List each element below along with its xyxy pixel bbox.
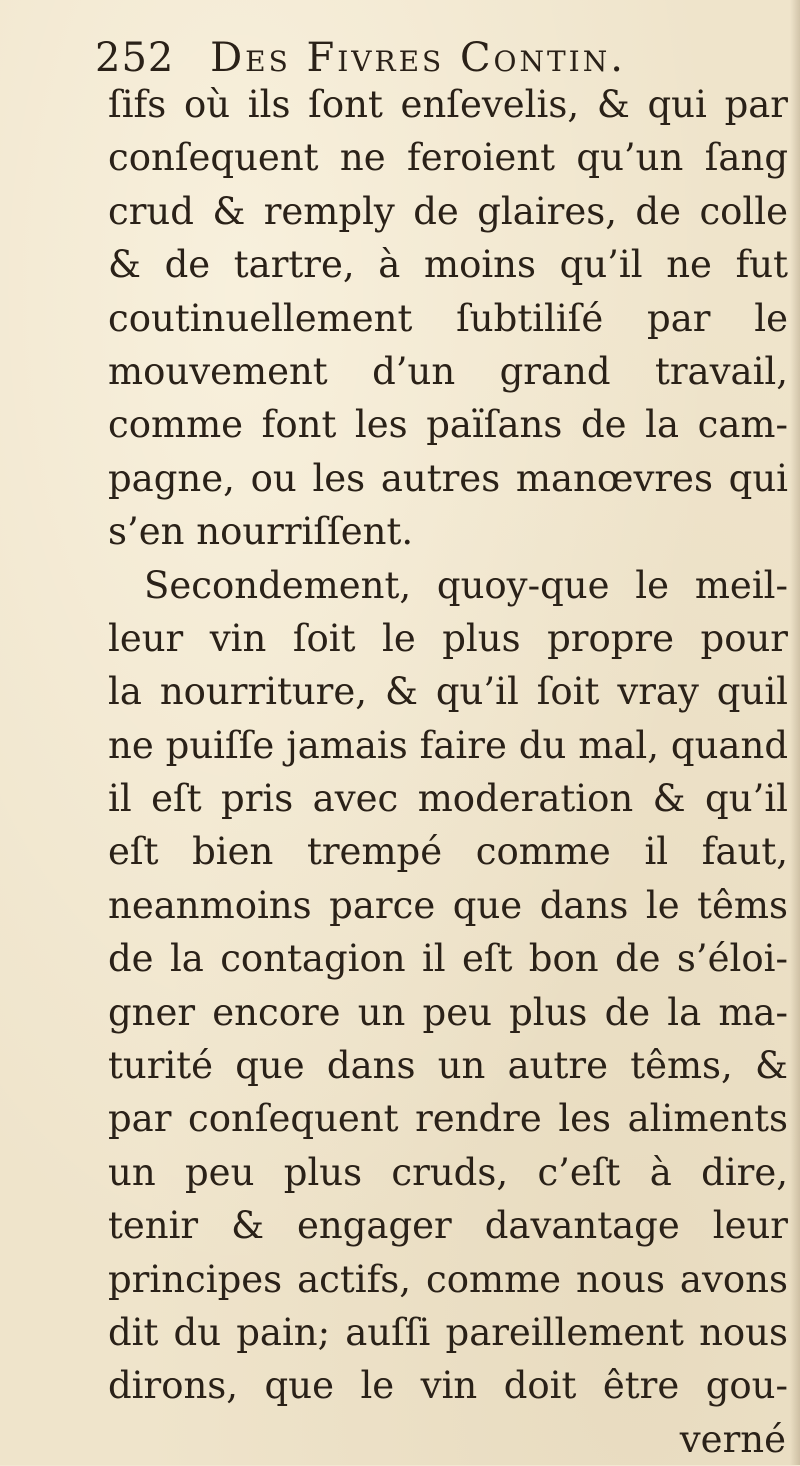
body-text [108,78,788,1466]
catchword: verné [679,1417,786,1461]
text-line: gner encore un peu plus de la ma- [108,990,788,1034]
text-line: la nourriture, & qu’il ſoit vray quil [108,670,788,714]
text-line: leur vin ſoit le plus propre pour [108,616,788,660]
text-line: turité que dans un autre têms, & [108,1044,788,1088]
text-line: par conſequent rendre les aliments [108,1097,788,1141]
text-line: conſequent ne feroient qu’un ſang [108,136,788,180]
running-title: Des Fivres Contin. [210,35,626,81]
text-line: & de tartre, à moins qu’il ne fut [108,243,788,287]
text-line: ne puiſſe jamais faire du mal, quand [108,723,788,767]
text-line: comme font les païſans de la cam- [108,403,788,447]
text-line: neanmoins parce que dans le têms [108,883,788,927]
paragraph-start-line: Secondement, quoy-que le meil- [144,563,788,607]
text-line: crud & remply de glaires, de colle [108,189,788,233]
page-edge-shadow [790,0,800,1465]
text-line: tenir & engager davantage leur [108,1204,788,1248]
text-line: eſt bien trempé comme il faut, [108,830,788,874]
page-number: 252 [95,35,175,81]
text-line: ſifs où ils ſont enſevelis, & qui par [108,83,788,126]
text-line: coutinuellement ſubtiliſé par le [108,296,788,340]
text-line: dirons, que le vin doit être gou- [108,1364,788,1408]
text-line: principes actifs, comme nous avons [108,1257,788,1301]
text-line: de la contagion il eſt bon de s’éloi- [108,937,788,981]
text-line: s’en nourriſſent. [108,510,414,554]
text-line: pagne, ou les autres manœvres qui [108,456,788,500]
text-line: un peu plus cruds, c’eſt à dire, [108,1150,788,1194]
text-line: mouvement d’un grand travail, [108,349,788,393]
text-line: dit du pain; auſſi pareillement nous [108,1310,788,1354]
text-line: il eſt pris avec moderation & qu’il [108,777,788,821]
